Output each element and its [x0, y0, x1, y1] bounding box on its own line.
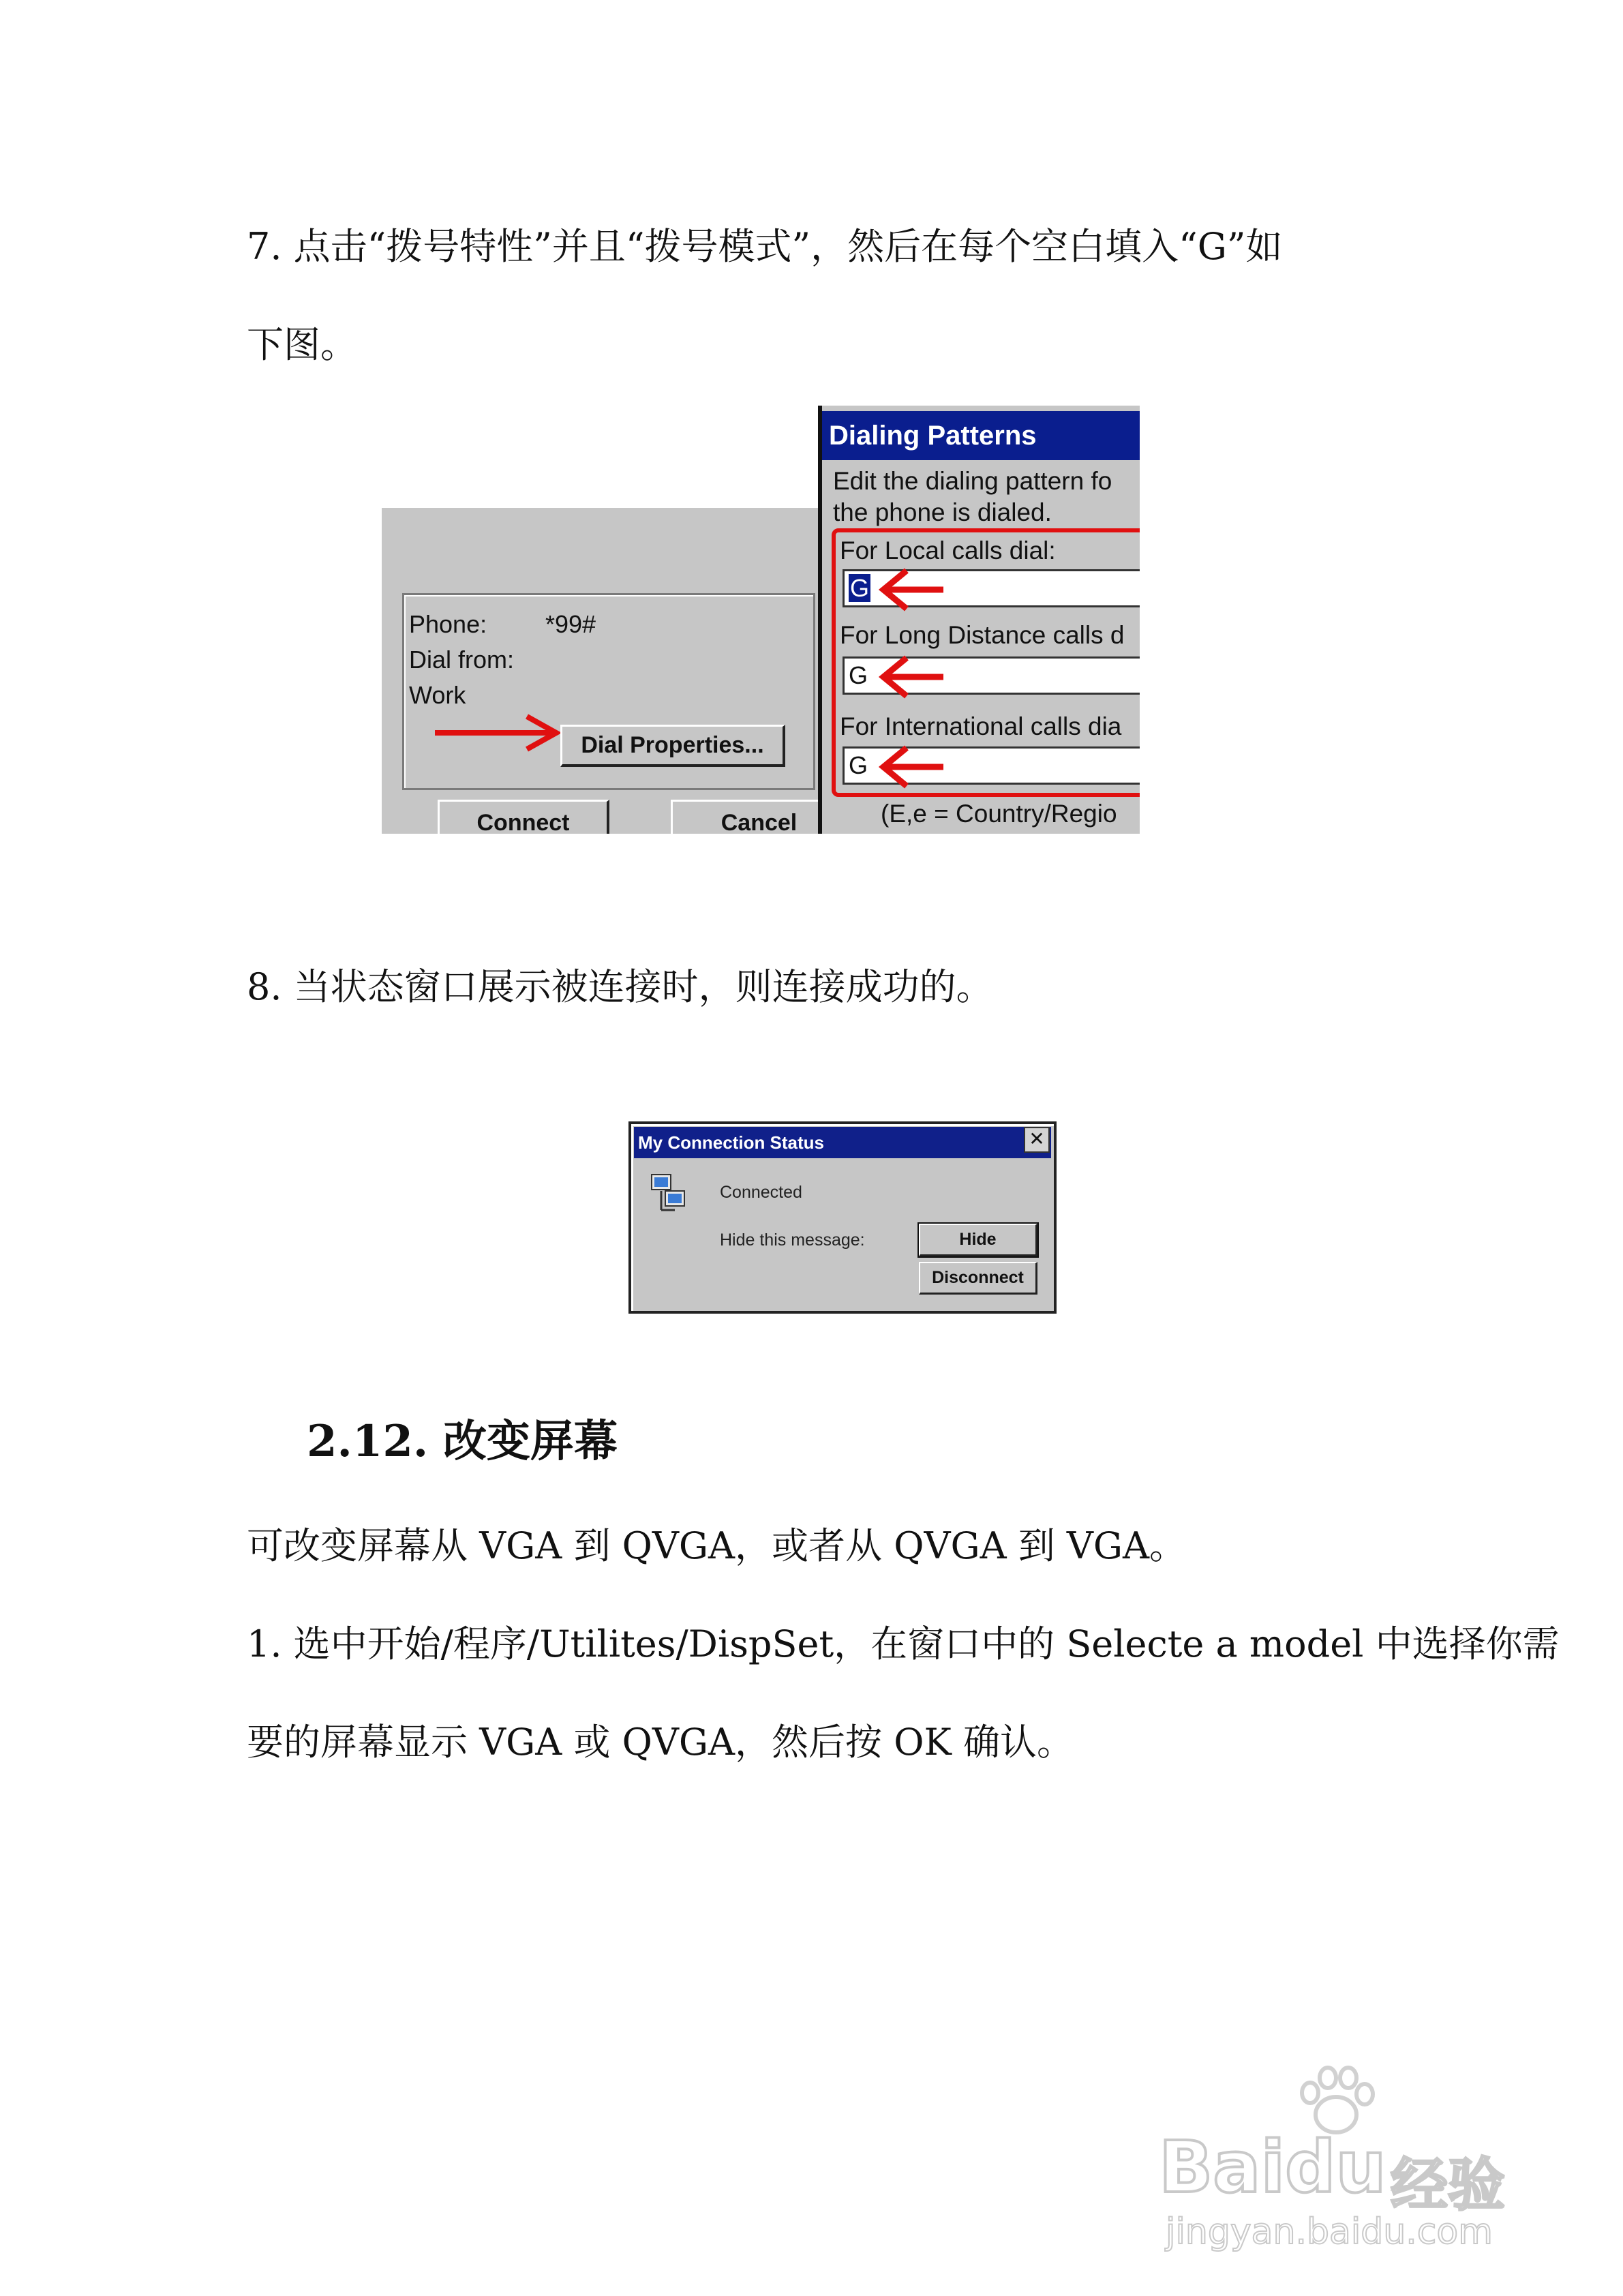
- dial-up-connection-dialog: [382, 508, 818, 834]
- dialing-patterns-title: Dialing Patterns: [822, 411, 1140, 460]
- hide-message-label: Hide this message:: [720, 1230, 865, 1250]
- red-arrow-right-icon: [435, 714, 564, 752]
- dialing-patterns-dialog: [818, 406, 1140, 834]
- section-heading: [307, 1415, 618, 1469]
- connection-status-title: My Connection Status: [634, 1127, 1051, 1158]
- dial-properties-button[interactable]: Dial Properties...: [560, 725, 785, 767]
- local-calls-value: G: [850, 574, 870, 602]
- step1-line1: 1. 选中开始/程序/Utilites/DispSet，在窗口中的 Selecte a model 中选择你需: [247, 1622, 1560, 1665]
- country-region-legend: (E,e = Country/Regio: [881, 800, 1117, 828]
- international-label: For International calls dia: [840, 712, 1122, 740]
- intro-text: 可改变屏幕从 VGA 到 QVGA，或者从 QVGA 到 VGA。: [247, 1524, 1187, 1567]
- red-arrow-left-icon: [878, 568, 946, 611]
- step8-text: 8. 当状态窗口展示被连接时，则连接成功的。: [247, 965, 993, 1008]
- international-value: G: [849, 751, 868, 779]
- step1-line2: 要的屏幕显示 VGA 或 QVGA，然后按 OK 确认。: [247, 1721, 1074, 1764]
- close-icon[interactable]: ✕: [1024, 1127, 1050, 1153]
- dialing-description-line1: Edit the dialing pattern fo: [833, 467, 1112, 495]
- connection-status-text: Connected: [720, 1183, 802, 1202]
- connection-status-window: [628, 1121, 1057, 1314]
- long-distance-label: For Long Distance calls d: [840, 621, 1125, 649]
- network-connection-icon: [648, 1170, 693, 1215]
- step7-line1: 7. 点击“拨号特性”并且“拨号模式”，然后在每个空白填入“G”如: [247, 225, 1283, 268]
- watermark-brand: Baidu: [1159, 2126, 1386, 2209]
- dial-from-label: Dial from:: [409, 646, 515, 674]
- watermark-url: jingyan.baidu.com: [1166, 2211, 1493, 2252]
- red-arrow-left-icon: [878, 745, 946, 789]
- phone-value: *99#: [545, 610, 596, 638]
- red-arrow-left-icon: [878, 655, 946, 699]
- step7-line2: 下图。: [247, 323, 357, 366]
- baidu-jingyan-watermark: [1159, 2066, 1541, 2263]
- location-value: Work: [409, 681, 466, 709]
- cancel-button[interactable]: Cancel: [671, 800, 818, 834]
- connect-button[interactable]: Connect: [438, 800, 609, 834]
- long-distance-value: G: [849, 661, 868, 689]
- disconnect-button[interactable]: Disconnect: [919, 1262, 1037, 1295]
- local-calls-label: For Local calls dial:: [840, 537, 1056, 564]
- watermark-suffix: 经验: [1391, 2151, 1506, 2218]
- section-number: 2.12.: [307, 1416, 429, 1467]
- dialing-description-line2: the phone is dialed.: [833, 498, 1052, 526]
- hide-button[interactable]: Hide: [919, 1224, 1037, 1256]
- phone-label: Phone:: [409, 610, 487, 638]
- section-title: 改变屏幕: [443, 1417, 618, 1467]
